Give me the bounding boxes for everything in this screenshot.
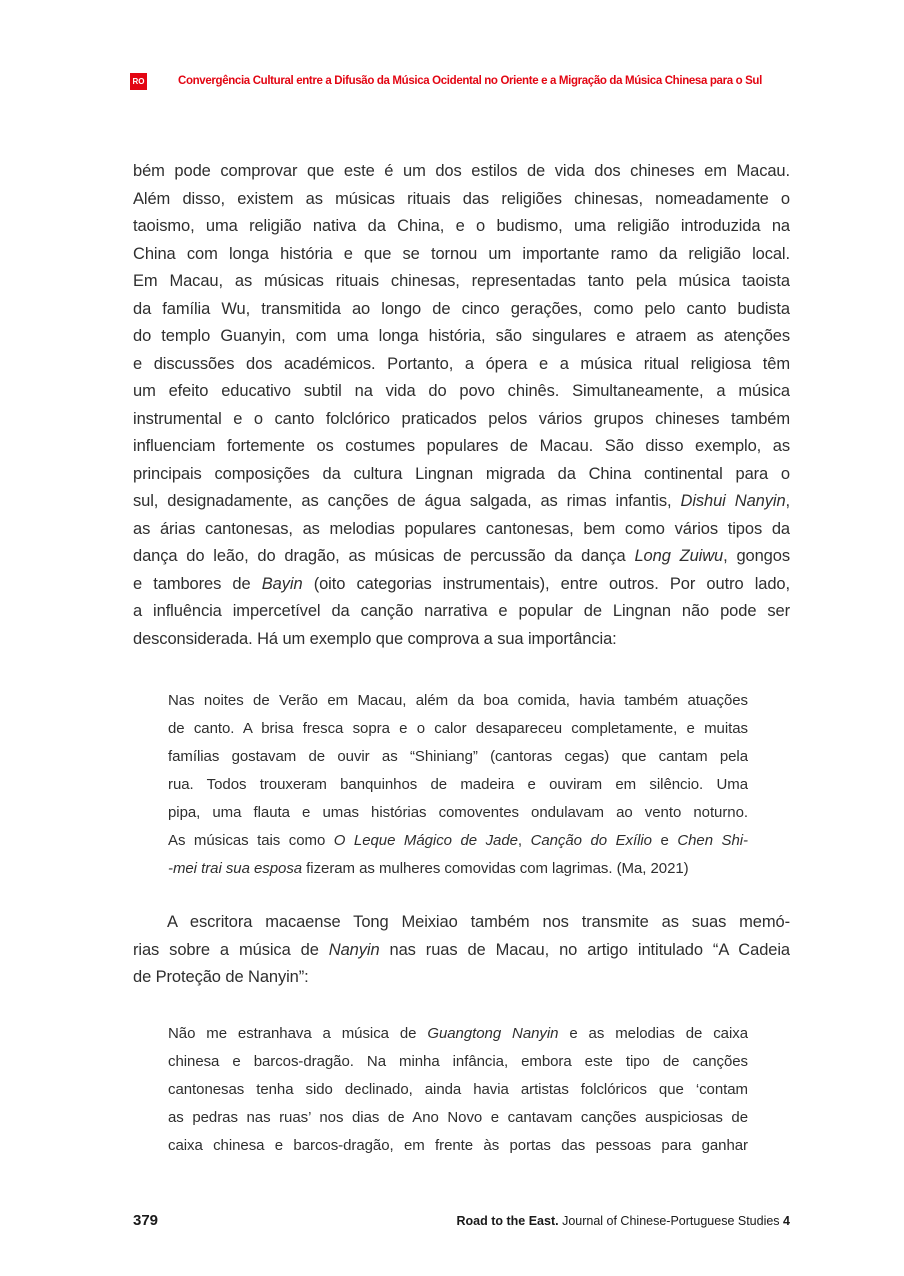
journal-name: Journal of Chinese-Portuguese Studies [558, 1214, 784, 1228]
text-line: principais composições da cultura Lingnan migrada da China continental para o [133, 464, 790, 483]
text-line: Nas noites de Verão em Macau, além da boa comida, havia também atuações [168, 692, 748, 709]
running-head-title: Convergência Cultural entre a Difusão da Música Ocidental no Oriente e a Migração da Música Chinesa para o Sul [178, 75, 762, 87]
text-line: as pedras nas ruas’ nos dias de Ano Novo e cantavam canções auspiciosas de [168, 1108, 748, 1126]
text-line: Não me estranhava a música de Guangtong Nanyin e as melodias de caixa [168, 1024, 748, 1042]
text-line: bém pode comprovar que este é um dos estilos de vida dos chineses em Macau. [133, 162, 790, 180]
text-line: a influência impercetível da canção narrativa e popular de Lingnan não pode ser [133, 602, 790, 620]
text-line: famílias gostavam de ouvir as “Shiniang” (cantoras cegas) que cantam pela [168, 748, 748, 765]
block-quote [168, 687, 748, 883]
page-header [130, 73, 810, 93]
text-line: de canto. A brisa fresca sopra e o calor desapareceu completamente, e muitas [168, 720, 748, 737]
text-line: As músicas tais como O Leque Mágico de Jade, Canção do Exílio e Chen Shi- [168, 832, 748, 849]
text-line: desconsiderada. Há um exemplo que comprova a sua importância: [133, 629, 617, 648]
text-line: pipa, uma flauta e umas histórias comoventes ondulavam ao vento noturno. [168, 804, 748, 821]
text-line: dança do leão, do dragão, as músicas de percussão da dança Long Zuiwu, gongos [133, 547, 790, 565]
body-paragraph [133, 909, 790, 992]
text-line: Além disso, existem as músicas rituais das religiões chinesas, nomeadamente o [133, 189, 790, 208]
article-body [133, 158, 790, 1186]
page-footer [133, 1212, 790, 1234]
text-line: -mei trai sua esposa fizeram as mulheres comovidas com lagrimas. (Ma, 2021) [168, 860, 689, 877]
text-line: rua. Todos trouxeram banquinhos de madeira e ouviram em silêncio. Uma [168, 776, 748, 793]
journal-brand: Road to the East. [456, 1214, 559, 1228]
journal-logo-icon: RO [130, 73, 147, 90]
text-line: cantonesas tenha sido declinado, ainda havia artistas folclóricos que ‘contam [168, 1080, 748, 1098]
text-line: instrumental e o canto folclórico praticados pelos vários grupos chineses também [133, 409, 790, 428]
text-line: e tambores de Bayin (oito categorias instrumentais), entre outros. Por outro lado, [133, 574, 790, 593]
page-number: 379 [133, 1212, 159, 1229]
text-line: da família Wu, transmitida ao longo de cinco gerações, como pelo canto budista [133, 299, 790, 318]
text-line: taoismo, uma religião nativa da China, e o budismo, uma religião introduzida na [133, 217, 790, 235]
journal-citation [457, 1214, 791, 1228]
text-line: um efeito educativo subtil na vida do povo chinês. Simultaneamente, a música [133, 382, 790, 400]
text-line: as árias cantonesas, as melodias populares cantonesas, bem como vários tipos da [133, 519, 790, 538]
body-paragraph [133, 158, 790, 653]
text-line: influenciam fortemente os costumes populares de Macau. São disso exemplo, as [133, 437, 790, 455]
text-line: do templo Guanyin, com uma longa história, são singulares e atraem as atenções [133, 327, 790, 345]
text-line: e discussões dos académicos. Portanto, a ópera e a música ritual religiosa têm [133, 354, 790, 373]
text-line: caixa chinesa e barcos-dragão, em frente às portas das pessoas para ganhar [168, 1136, 748, 1154]
text-line: chinesa e barcos-dragão. Na minha infância, embora este tipo de canções [168, 1052, 748, 1070]
text-line: A escritora macaense Tong Meixiao também nos transmite as suas memó- [167, 913, 790, 931]
text-line: rias sobre a música de Nanyin nas ruas de Macau, no artigo intitulado “A Cadeia [133, 940, 790, 959]
journal-issue-number: 4 [783, 1214, 790, 1228]
text-line: Em Macau, as músicas rituais chinesas, representadas tanto pela música taoista [133, 272, 790, 290]
block-quote [168, 1020, 748, 1160]
text-line: sul, designadamente, as canções de água salgada, as rimas infantis, Dishui Nanyin, [133, 492, 790, 510]
text-line: de Proteção de Nanyin”: [133, 968, 309, 986]
text-line: China com longa história e que se tornou um importante ramo da religião local. [133, 244, 790, 263]
